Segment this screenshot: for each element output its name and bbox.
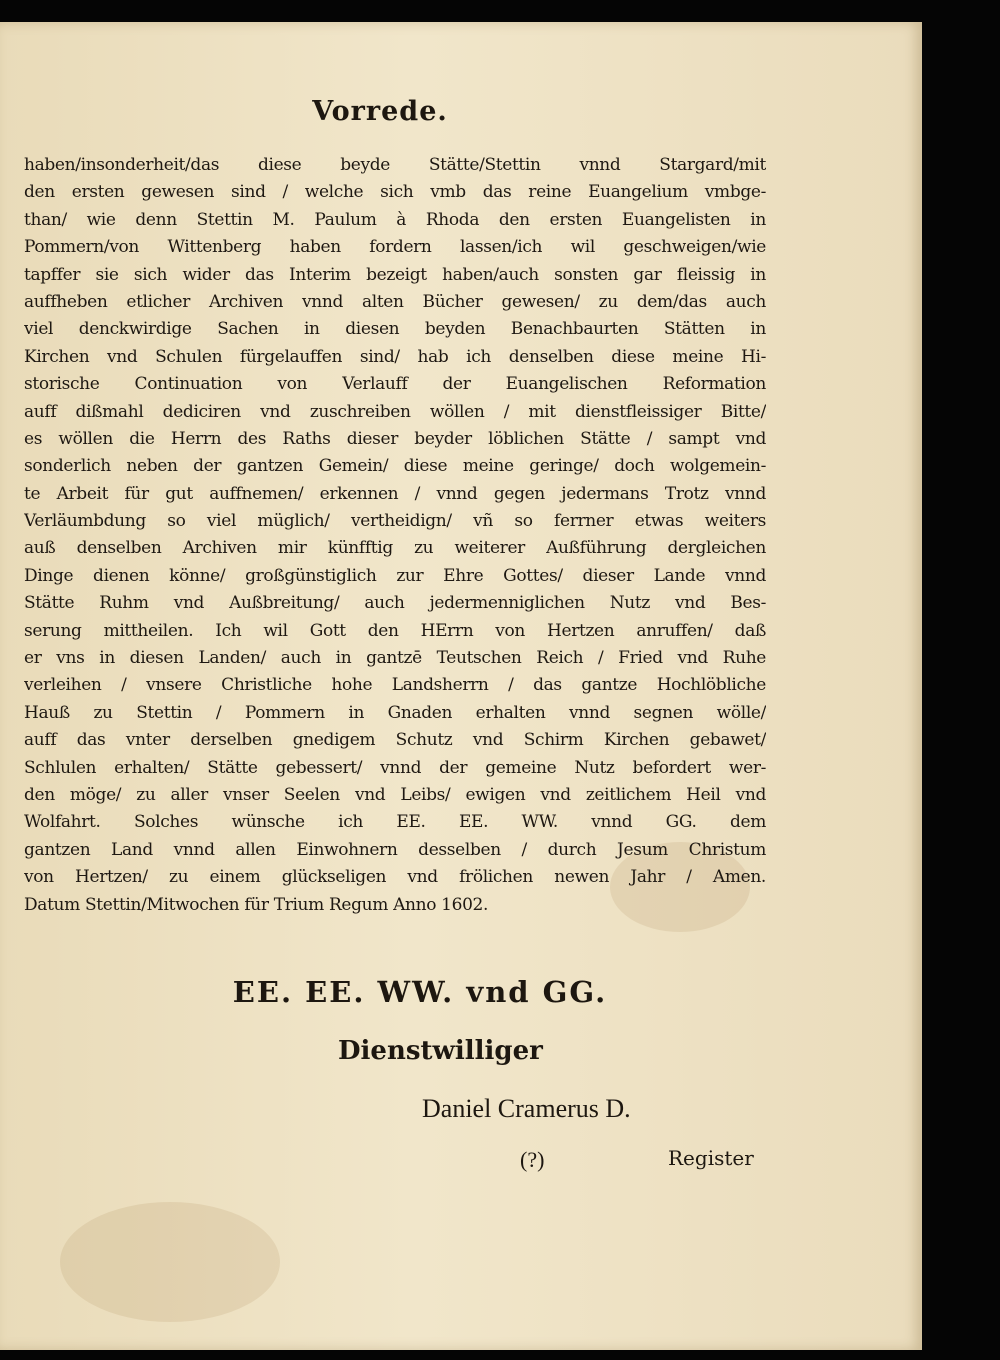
author-signature: Daniel Cramerus D.	[422, 1094, 631, 1123]
text-line: Schlulen erhalten/ Stätte gebessert/ vnnd der gemeine Nutz befordert wer-	[24, 757, 766, 778]
text-line: Verläumbdung so viel müglich/ vertheidign/ vñ so ferrner etwas weiters	[24, 511, 766, 532]
body-text	[24, 152, 766, 919]
text-line: Pommern/von Wittenberg haben fordern lassen/ich wil geschweigen/wie	[24, 237, 766, 258]
text-line: Dinge dienen könne/ großgünstiglich zur Ehre Gottes/ dieser Lande vnnd	[24, 565, 766, 586]
text-line: verleihen / vnsere Christliche hohe Landsherrn / das gantze Hochlöbliche	[24, 675, 766, 696]
text-line: viel denckwirdige Sachen in diesen beyden Benachbaurten Stätten in	[24, 319, 766, 340]
text-line: auff dißmahl dediciren vnd zuschreiben wöllen / mit dienstfleissiger Bitte/	[24, 401, 766, 422]
text-line: es wöllen die Herrn des Raths dieser beyder löblichen Stätte / sampt vnd	[24, 428, 766, 449]
text-line: tapffer sie sich wider das Interim bezeigt haben/auch sonsten gar fleissig in	[24, 264, 766, 285]
text-line: Hauß zu Stettin / Pommern in Gnaden erhalten vnnd segnen wölle/	[24, 702, 766, 723]
text-line: von Hertzen/ zu einem glückseligen vnd frölichen newen Jahr / Amen.	[24, 867, 766, 888]
text-line: Stätte Ruhm vnd Außbreitung/ auch jedermenniglichen Nutz vnd Bes-	[24, 593, 766, 614]
catchword: Register	[668, 1146, 754, 1170]
paper-stain	[60, 1202, 280, 1322]
text-line: den möge/ zu aller vnser Seelen vnd Leibs/ ewigen vnd zeitlichem Heil vnd	[24, 784, 766, 805]
closing-word: Dienstwilliger	[338, 1036, 543, 1066]
text-line: auffheben etlicher Archiven vnnd alten Bücher gewesen/ zu dem/das auch	[24, 291, 766, 312]
page-title: Vorrede.	[312, 96, 448, 127]
text-line: serung mittheilen. Ich wil Gott den HErrn von Hertzen anruffen/ daß	[24, 620, 766, 641]
text-line: auß denselben Archiven mir künfftig zu weiterer Außführung dergleichen	[24, 538, 766, 559]
text-line: te Arbeit für gut auffnemen/ erkennen / vnnd gegen jedermans Trotz vnnd	[24, 483, 766, 504]
text-line: haben/insonderheit/das diese beyde Stätte/Stettin vnnd Stargard/mit	[24, 155, 766, 175]
salutation: EE. EE. WW. vnd GG.	[232, 975, 608, 1009]
scan-background	[922, 22, 1000, 1350]
text-line: Datum Stettin/Mitwochen für Trium Regum Anno 1602.	[24, 894, 489, 915]
text-line: den ersten gewesen sind / welche sich vmb das reine Euangelium vmbge-	[24, 182, 766, 203]
text-line: storische Continuation von Verlauff der Euangelischen Reformation	[24, 374, 766, 395]
text-line: sonderlich neben der gantzen Gemein/ diese meine geringe/ doch wolgemein-	[24, 456, 766, 477]
text-line: Wolfahrt. Solches wünsche ich EE. EE. WW. vnnd GG. dem	[24, 812, 766, 833]
text-line: gantzen Land vnnd allen Einwohnern desselben / durch Jesum Christum	[24, 839, 766, 860]
text-line: auff das vnter derselben gnedigem Schutz vnd Schirm Kirchen gebawet/	[24, 730, 766, 751]
text-line: Kirchen vnd Schulen fürgelauffen sind/ hab ich denselben diese meine Hi-	[24, 346, 766, 367]
signature-mark: (?)	[520, 1147, 545, 1172]
text-line: er vns in diesen Landen/ auch in gantzē Teutschen Reich / Fried vnd Ruhe	[24, 648, 766, 669]
text-line: than/ wie denn Stettin M. Paulum à Rhoda den ersten Euangelisten in	[24, 209, 766, 230]
